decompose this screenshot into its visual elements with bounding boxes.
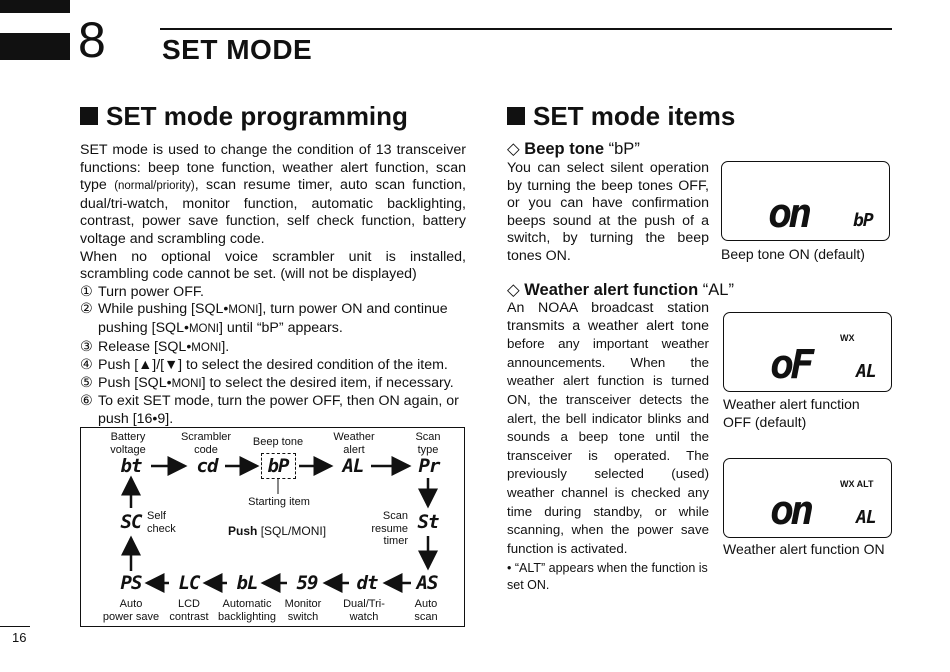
lcd-sub-digits: AL [856,361,876,382]
diagram-label-lcd: LCD contrast [169,598,209,623]
seg-AS: AS [416,572,438,594]
diagram-label-beep: Beep tone [252,436,304,448]
seg-bP: bP [267,455,289,477]
step-item: ⑥ To exit SET mode, turn the power OFF, then ON again, or push [16•9]. [80,393,459,427]
starting-item-label: Starting item [248,496,310,508]
diagram-label-backlight: Automatic backlighting [217,598,277,623]
push-instruction: Push [SQL/MONI] [228,524,327,538]
diagram-label-scan-resume: Scan resume timer [371,510,408,547]
page-number-rule [0,626,30,627]
step-item: ⑤ Push [SQL•MONI] to select the desired item, if necessary. [80,374,454,391]
scrambler-note: When no optional voice scrambler unit is installed, scrambling code cannot be set. (will not be displayed) [80,248,466,283]
seg-bt: bt [120,455,142,477]
lcd-weather-off [723,312,892,392]
beep-tone-body: You can select silent operation by turning the beep tones OFF, or you can have confirmation beeps sound at the push of a switch, by turning the beep tones ON. [507,160,709,264]
seg-AL: AL [342,455,364,477]
diagram-label-power-save: Auto power save [102,598,160,623]
weather-alert-heading: ◇ Weather alert function “AL” [507,281,734,299]
seg-59: 59 [296,572,318,594]
wx-alt-indicator: WX ALT [840,479,874,489]
weather-alert-body: An NOAA broadcast station transmits a weather alert tone before any important weather announcements. When the weather alert function is turned ON, the transceiver detects the alert, the bell indicator blinks and sounds a beep tone until the transceiver is operated. The previously selected (used) weather channel is checked any time during standby, or while scanning, when the power save function is activated. • “ALT” appears when the function is set ON. [507,300,709,592]
diagram-label-scan-type: Scan type [415,431,441,456]
set-mode-flow-diagram [80,427,465,627]
right-heading-text: SET mode items [533,101,736,131]
lcd-beep-on [721,161,890,241]
chapter-tab-top [0,0,70,13]
lcd-main-digits: on [768,191,809,237]
lcd-weather-on [723,458,892,538]
diagram-label-self-check: Self check [147,510,176,535]
lcd-beep-caption: Beep tone ON (default) [721,246,865,262]
wx-indicator: WX [840,333,855,343]
seg-LC: LC [178,572,200,594]
seg-bL: bL [236,572,258,594]
chapter-title: SET MODE [162,34,313,65]
step-item: ④ Push [▲]/[▼] to select the desired condition of the item. [80,357,448,374]
lcd-sub-digits: AL [856,507,876,528]
diagram-label-monitor: Monitor switch [284,598,322,623]
step-item: ② While pushing [SQL•MONI], turn power ON and continue pushing [SQL•MONI] until “bP” appears. [80,301,448,336]
seg-cd: cd [196,455,218,477]
seg-PS: PS [120,572,142,594]
alt-bullet: • “ALT” appears when the function is set ON. [507,561,708,592]
chapter-number: 8 [78,12,106,68]
diagram-label-auto-scan: Auto scan [414,598,438,623]
header-rule [160,28,892,30]
seg-dt: dt [356,572,378,594]
diagram-label-scrambler: Scrambler code [180,431,232,456]
step-item: ③ Release [SQL•MONI]. [80,338,230,355]
lcd-main-digits: on [770,488,811,534]
lcd-sub-digits: bP [853,210,873,231]
diagram-label-dual-tri: Dual/Tri- watch [343,598,385,623]
page-number: 16 [12,630,27,645]
square-bullet-icon [80,107,98,125]
right-section-heading [507,101,735,131]
beep-tone-heading: ◇ Beep tone “bP” [507,140,640,158]
intro-paragraph: SET mode is used to change the condition of 13 transceiver functions: beep tone function, weather alert function, scan type (normal/priority), scan resume timer, auto scan function, dual/tri-watch, monitor function, automatic backlighting, contrast, power save function, self check function, battery voltage and scrambling code. [80,142,466,247]
diagram-label-weather: Weather alert [333,431,375,456]
chapter-tab-bottom [0,33,70,60]
left-body [80,142,466,429]
lcd-weather-off-caption: Weather alert function OFF (default) [723,396,860,430]
steps-list [80,284,466,429]
diagram-label-battery: Battery voltage [110,431,146,456]
lcd-weather-on-caption: Weather alert function ON [723,541,885,557]
lcd-main-digits: oF [770,342,811,388]
step-item: ① Turn power OFF. [80,283,204,300]
seg-St: St [417,511,439,533]
seg-SC: SC [120,511,142,533]
square-bullet-icon [507,107,525,125]
seg-Pr: Pr [418,455,440,477]
left-section-heading [80,101,408,131]
left-heading-text: SET mode programming [106,101,408,131]
